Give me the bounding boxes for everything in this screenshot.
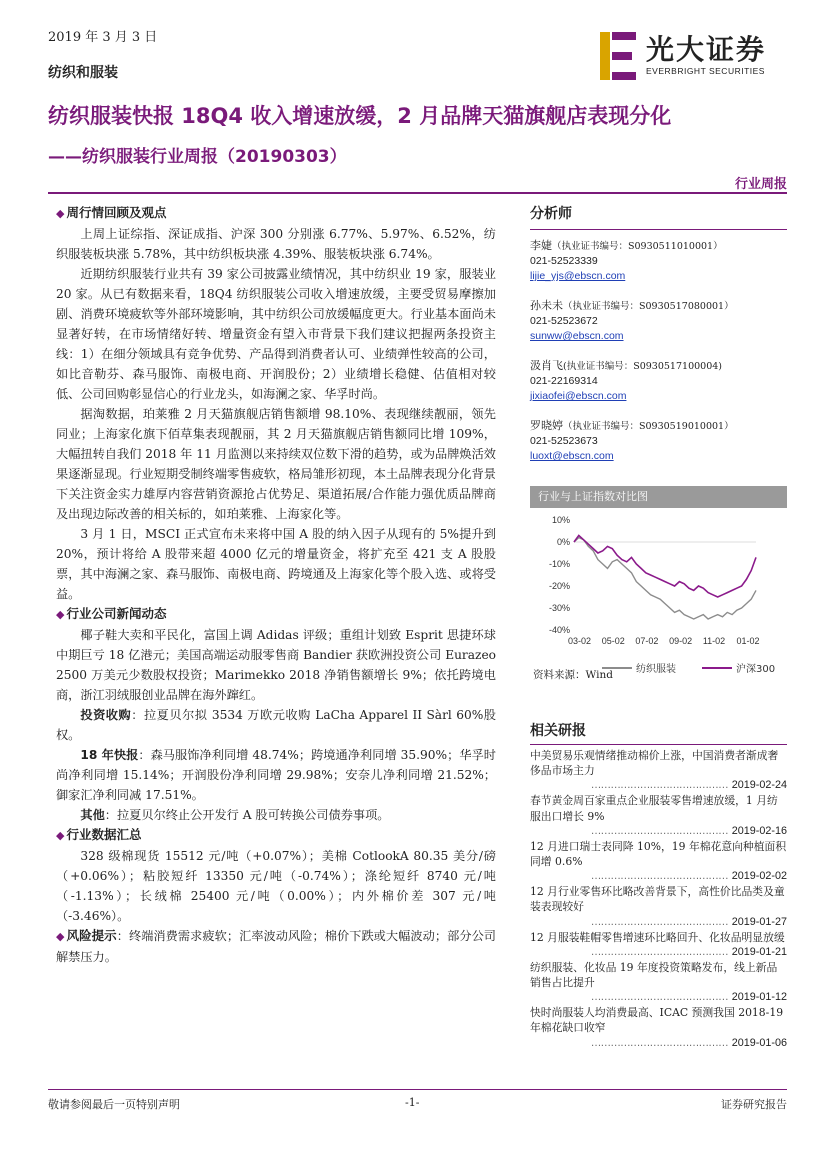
- risk-paragraph: [56, 926, 496, 967]
- related-report-title[interactable]: 纺织服装、化妆品 19 年度投资策略发布，线上新品销售占比提升: [530, 960, 778, 990]
- diamond-bullet-icon: ◆: [56, 608, 65, 621]
- section-heading: [56, 604, 496, 625]
- section-heading: [56, 825, 496, 846]
- logo-subtext: EVERBRIGHT SECURITIES: [646, 66, 765, 76]
- related-report-title[interactable]: 12 月服装鞋帽零售增速环比略回升、化妆品明显放缓: [530, 930, 785, 944]
- related-heading: 相关研报: [530, 720, 787, 745]
- analyst-phone: 021-52523672: [530, 315, 598, 327]
- diamond-bullet-icon: ◆: [56, 207, 65, 220]
- diamond-bullet-icon: ◆: [56, 829, 65, 842]
- analyst-entry: [530, 298, 787, 344]
- analyst-email-link[interactable]: jixiaofei@ebscn.com: [530, 390, 627, 402]
- y-tick-label: -30%: [548, 603, 570, 613]
- footer-disclaimer: 敬请参阅最后一页特别声明: [48, 1098, 180, 1111]
- chart-title: 行业与上证指数对比图: [530, 486, 787, 508]
- analyst-phone: 021-52523339: [530, 255, 598, 267]
- comparison-chart: [530, 486, 787, 684]
- related-reports: [530, 720, 787, 1051]
- section-heading: [56, 203, 496, 224]
- footer-divider: [48, 1089, 787, 1090]
- x-tick-label: 03-02: [568, 636, 592, 646]
- legend-label: 纺织服装: [636, 664, 676, 675]
- related-report-date: …………………………………… 2019-02-24: [530, 778, 787, 793]
- sector-label: 纺织和服装: [48, 65, 118, 81]
- chart-source: 资料来源：Wind: [533, 669, 613, 681]
- analyst-email-link[interactable]: luoxt@ebscn.com: [530, 450, 614, 462]
- related-report-date: …………………………………… 2019-01-12: [530, 990, 787, 1005]
- logo-text: 光大证券: [646, 33, 767, 66]
- related-report-date: …………………………………… 2019-01-06: [530, 1036, 787, 1051]
- analyst-cert: （执业证书编号：S0930511010001）: [552, 241, 723, 252]
- series-line: [574, 535, 756, 597]
- legend-label: 沪深300: [736, 664, 776, 675]
- title-divider: [48, 192, 787, 194]
- y-tick-label: -40%: [548, 625, 570, 635]
- analyst-email-link[interactable]: sunww@ebscn.com: [530, 330, 624, 342]
- analyst-cert: (执业证书编号：S0930517100004): [563, 361, 722, 372]
- diamond-bullet-icon: ◆: [56, 930, 65, 943]
- y-tick-label: -10%: [548, 559, 570, 569]
- analyst-name: 罗晓婷: [530, 419, 563, 432]
- related-list: [530, 748, 787, 1051]
- related-report-title[interactable]: 12 月行业零售环比略改善背景下，高性价比品类及童装表现较好: [530, 885, 785, 914]
- report-date: 2019 年 3 月 3 日: [48, 30, 158, 45]
- analyst-panel: [530, 203, 787, 478]
- paragraph: [56, 745, 496, 805]
- y-tick-label: 0%: [556, 537, 570, 547]
- analyst-phone: 021-52523673: [530, 435, 598, 447]
- section-title: 周行情回顾及观点: [66, 205, 167, 220]
- paragraph-label: 其他: [80, 808, 105, 822]
- related-report-date: …………………………………… 2019-02-02: [530, 869, 787, 884]
- analyst-entry: [530, 238, 787, 284]
- related-report-title[interactable]: 12 月进口瑞士表同降 10%，19 年棉花意向种植面积同增 0.6%: [530, 839, 787, 869]
- section-title: 行业数据汇总: [66, 827, 142, 842]
- analyst-heading: 分析师: [530, 203, 787, 230]
- paragraph: [56, 805, 496, 825]
- analyst-phone: 021-22169314: [530, 375, 598, 387]
- paragraph: 上周上证综指、深证成指、沪深 300 分别涨 6.77%、5.97%、6.52%，纺织服装板块涨 5.78%，其中纺织板块涨 4.39%、服装板块涨 6.74%。: [56, 227, 496, 261]
- related-report-date: …………………………………… 2019-01-21: [530, 945, 787, 960]
- analyst-entry: [530, 358, 787, 404]
- analyst-name: 李婕: [530, 239, 552, 252]
- analyst-cert: （执业证书编号：S0930519010001）: [563, 421, 734, 432]
- page-title: 纺织服装快报 18Q4 收入增速放缓，2 月品牌天猫旗舰店表现分化: [48, 104, 672, 128]
- related-report-date: …………………………………… 2019-01-27: [530, 915, 787, 930]
- series-line: [574, 538, 756, 619]
- paragraph-text: ：拉夏贝尔终止公开发行 A 股可转换公司债券事项。: [104, 808, 390, 822]
- paragraph-label: 投资收购: [80, 708, 132, 722]
- page-number: -1-: [405, 1096, 420, 1109]
- paragraph: 椰子鞋大卖和平民化，富国上调 Adidas 评级；重组计划致 Esprit 思捷环球中期巨亏 18 亿港元；美国高端运动服零售商 Bandier 获欧洲投资公司 Eurazeo 2500 万美元少数股权投资；Marimekko 2018 净销售额增长 9%；依托跨境电商，浙江羽绒服创业品牌在海外蹿红。: [56, 628, 496, 702]
- report-type: 行业周报: [734, 177, 787, 192]
- related-report-title[interactable]: 中美贸易乐观情绪推动棉价上涨，中国消费者渐成奢侈品市场主力: [530, 749, 779, 778]
- analyst-email-link[interactable]: lijie_yjs@ebscn.com: [530, 270, 626, 282]
- section-title: 行业公司新闻动态: [66, 606, 167, 621]
- analyst-name: 汲肖飞: [530, 359, 563, 372]
- paragraph-text: ：终端消费需求疲软；汇率波动风险；棉价下跌或大幅波动；部分公司解禁压力。: [56, 929, 496, 964]
- x-tick-label: 05-02: [601, 636, 625, 646]
- main-body: [56, 203, 496, 967]
- related-report-title[interactable]: 春节黄金周百家重点企业服装零售增速放缓，1 月纺服出口增长 9%: [530, 794, 778, 823]
- footer-label: 证券研究报告: [721, 1098, 787, 1111]
- x-tick-label: 07-02: [635, 636, 659, 646]
- everbright-logo-icon: [598, 30, 640, 82]
- y-tick-label: 10%: [551, 515, 570, 525]
- related-report-title[interactable]: 快时尚服装人均消费最高、ICAC 预测我国 2018-19 年棉花缺口收窄: [530, 1006, 784, 1035]
- page-subtitle: ——纺织服装行业周报（20190303）: [48, 147, 347, 167]
- analyst-entry: [530, 418, 787, 464]
- paragraph: 328 级棉现货 15512 元/吨（+0.07%）；美棉 CotlookA 80.35 美分/磅（+0.06%）；粘胶短纤 13350 元/吨（-0.74%）；涤纶短纤 8740 元/吨（-1.13%）；长绒棉 25400 元/吨（0.00%）；内外棉价差 307 元/吨（-3.46%）。: [56, 849, 496, 923]
- paragraph-label: 18 年快报: [80, 748, 139, 762]
- paragraph: 3 月 1 日，MSCI 正式宣布未来将中国 A 股的纳入因子从现有的 5%提升到 20%，预计将给 A 股带来超 4000 亿元的增量资金，将扩充至 421 支 A 股股票，其中海澜之家、森马服饰、南极电商、跨境通及上海家化等个股入选、或将受益。: [56, 527, 496, 601]
- paragraph: 据淘数据，珀莱雅 2 月天猫旗舰店销售额增 98.10%、表现继续靓丽，领先同业；上海家化旗下佰草集表现靓丽，其 2 月天猫旗舰店销售额同比增 109%，大幅扭转自我们 2018 年 11 月监测以来持续双位数下滑的趋势，或为品牌焕活效果逐渐显现。行业短期受制终端零售疲软，格局雏形初现，本土品牌表现分化背景下关注资金实力雄厚内容营销资源抢占优势足、渠道拓展/合作能力强优质品牌商及出现边际改善的相关标的，如珀莱雅、上海家化等。: [56, 407, 496, 521]
- x-tick-label: 01-02: [736, 636, 760, 646]
- related-report-date: …………………………………… 2019-02-16: [530, 824, 787, 839]
- y-tick-label: -20%: [548, 581, 570, 591]
- chart-svg: [530, 508, 787, 684]
- analyst-list: [530, 238, 787, 464]
- paragraph-text: ：拉夏贝尔拟 3534 万欧元收购 LaCha Apparel II Sàrl 60%股权。: [56, 708, 496, 742]
- analyst-name: 孙未未: [530, 299, 563, 312]
- paragraph: [56, 705, 496, 745]
- analyst-cert: （执业证书编号：S0930517080001）: [563, 301, 734, 312]
- x-tick-label: 11-02: [702, 636, 726, 646]
- paragraph: 近期纺织服装行业共有 39 家公司披露业绩情况，其中纺织业 19 家，服装业 20 家。从已有数据来看，18Q4 纺织服装公司收入增速放缓，主要受贸易摩擦加剧、消费环境疲软等外部环境影响，其中纺织公司放缓幅度更大。行业基本面尚未显著好转，在市场情绪好转、增量资金有望入市背景下我们建议把握两条投资主线：1）在细分领域具有竞争优势、产品得到消费者认可、业绩弹性较高的公司，如比音勒芬、森马服饰、南极电商、开润股份；2）业绩增长稳健、估值相对较低、公司回购彰显信心的行业龙头，如海澜之家、华孚时尚。: [56, 267, 496, 401]
- section-title: 风险提示: [66, 928, 117, 943]
- paragraph-text: ：森马服饰净利同增 48.74%；跨境通净利同增 35.90%；华孚时尚净利同增 15.14%；开润股份净利同增 29.98%；安奈儿净利同增 21.52%；御家汇净利同减 17.51%。: [56, 748, 496, 802]
- x-tick-label: 09-02: [669, 636, 693, 646]
